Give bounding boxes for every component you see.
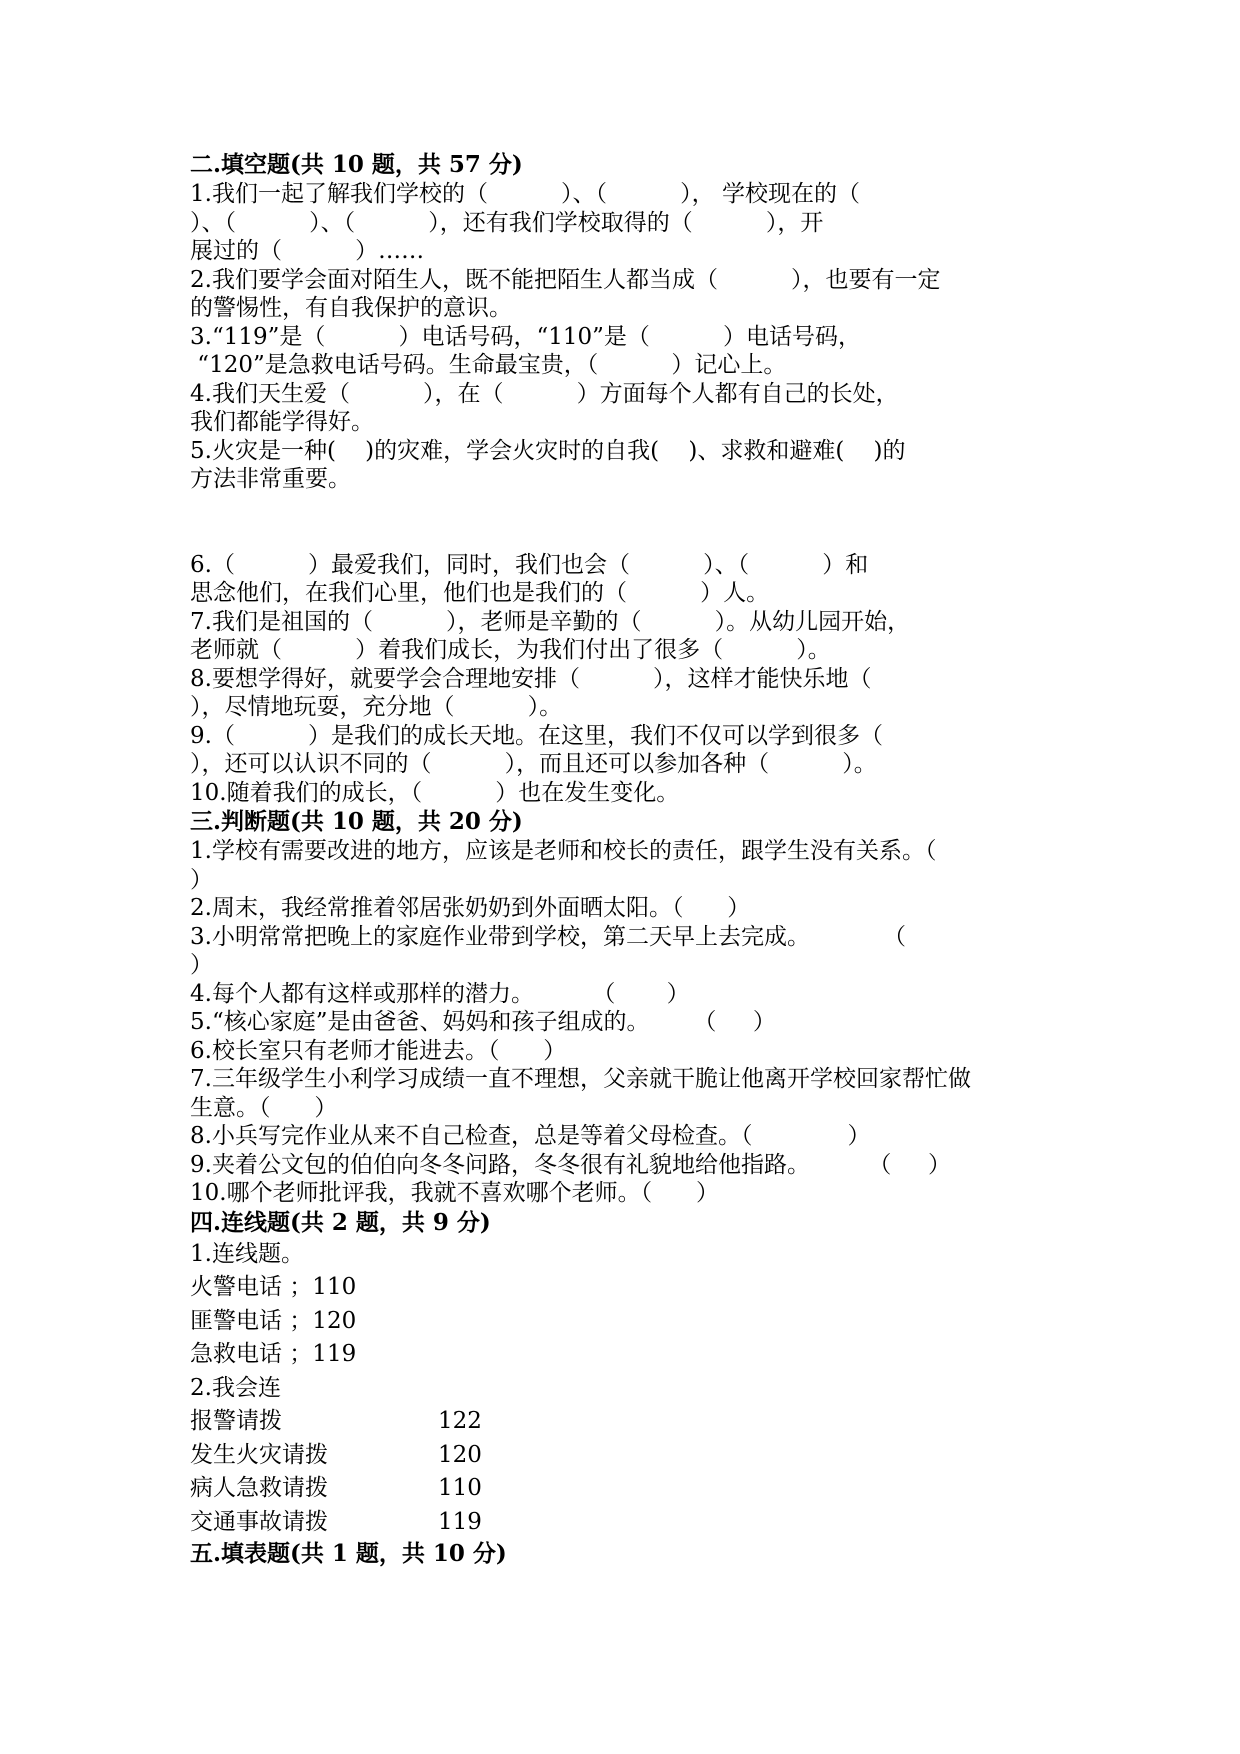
section-2-part-a bbox=[190, 180, 1070, 494]
question-title: 2.我会连 bbox=[190, 1374, 281, 1401]
text-line: 10.随着我们的成长，（ ）也在发生变化。 bbox=[190, 779, 680, 806]
match-right: 120 bbox=[438, 1441, 482, 1468]
text-line: ） bbox=[190, 866, 213, 893]
spacer bbox=[190, 494, 1070, 551]
match-pair bbox=[190, 1472, 1070, 1506]
text-line: 5.火灾是一种( )的灾难，学会火灾时的自我( )、求救和避难( )的 bbox=[190, 437, 906, 464]
match-pair bbox=[190, 1439, 1070, 1473]
match-item: 急救电话 ；119 bbox=[190, 1341, 357, 1367]
text-line: 6.（ ）最爱我们，同时，我们也会（ ）、（ ）和 bbox=[190, 551, 869, 578]
text-line: 1.学校有需要改进的地方，应该是老师和校长的责任，跟学生没有关系。（ bbox=[190, 838, 937, 864]
text-line: 5.“核心家庭”是由爸爸、妈妈和孩子组成的。 （ ） bbox=[190, 1009, 776, 1035]
exam-content bbox=[190, 150, 1070, 1569]
text-line: ），尽情地玩耍，充分地（ ）。 bbox=[190, 694, 563, 720]
text-line: 9.（ ）是我们的成长天地。在这里，我们不仅可以学到很多（ bbox=[190, 722, 884, 749]
text-line: 3.小明常常把晚上的家庭作业带到学校，第二天早上去完成。 （ bbox=[190, 923, 907, 950]
text-line: 7.三年级学生小利学习成绩一直不理想，父亲就干脆让他离开学校回家帮忙做 bbox=[190, 1066, 971, 1092]
text-line: ），还可以认识不同的（ ），而且还可以参加各种（ ）。 bbox=[190, 751, 877, 777]
text-line: 老师就（ ）着我们成长，为我们付出了很多（ ）。 bbox=[190, 637, 831, 663]
section-4-title: 四.连线题(共 2 题，共 9 分) bbox=[190, 1208, 491, 1236]
section-3-body bbox=[190, 837, 1070, 1208]
match-left: 发生火灾请拨 bbox=[190, 1441, 328, 1468]
match-item: 匪警电话 ；120 bbox=[190, 1307, 357, 1334]
text-line: 2.我们要学会面对陌生人，既不能把陌生人都当成（ ），也要有一定 bbox=[190, 266, 941, 293]
match-left: 报警请拨 bbox=[190, 1408, 282, 1434]
text-line: 6.校长室只有老师才能进去。（ ） bbox=[190, 1037, 567, 1064]
match-right: 110 bbox=[438, 1475, 482, 1501]
text-line: ） bbox=[190, 952, 213, 978]
text-line: 展过的（ ）…… bbox=[190, 238, 425, 264]
text-line: “120”是急救电话号码。生命最宝贵，（ ）记心上。 bbox=[190, 352, 787, 378]
section-5-title: 五.填表题(共 1 题，共 10 分) bbox=[190, 1540, 507, 1567]
text-line: 9.夹着公文包的伯伯向冬冬问路，冬冬很有礼貌地给他指路。 （ ） bbox=[190, 1151, 951, 1178]
text-line: 4.每个人都有这样或那样的潜力。 （ ） bbox=[190, 980, 690, 1007]
text-line: 7.我们是祖国的（ ），老师是辛勤的（ ）。从幼儿园开始， bbox=[190, 608, 911, 635]
text-line: 我们都能学得好。 bbox=[190, 409, 374, 435]
text-line: 思念他们，在我们心里，他们也是我们的（ ）人。 bbox=[190, 580, 770, 606]
text-line: 的警惕性，有自我保护的意识。 bbox=[190, 295, 512, 321]
section-3-title: 三.判断题(共 10 题，共 20 分) bbox=[190, 808, 523, 835]
text-line: 方法非常重要。 bbox=[190, 466, 351, 492]
text-line: 3.“119”是（ ）电话号码，“110”是（ ）电话号码， bbox=[190, 323, 861, 350]
section-2-title: 二.填空题(共 10 题，共 57 分) bbox=[190, 151, 523, 178]
match-left: 交通事故请拨 bbox=[190, 1508, 328, 1535]
text-line: 4.我们天生爱（ ），在（ ）方面每个人都有自己的长处， bbox=[190, 380, 899, 407]
match-item: 火警电话 ；110 bbox=[190, 1274, 357, 1300]
section-2-part-b bbox=[190, 551, 1070, 808]
match-right: 119 bbox=[438, 1508, 482, 1535]
text-line: 8.要想学得好，就要学会合理地安排（ ），这样才能快乐地（ bbox=[190, 665, 872, 692]
text-line: 8.小兵写完作业从来不自己检查，总是等着父母检查。（ ） bbox=[190, 1123, 871, 1149]
text-line: 10.哪个老师批评我，我就不喜欢哪个老师。（ ） bbox=[190, 1180, 719, 1206]
section-4-body bbox=[190, 1238, 1070, 1540]
text-line: 生意。（ ） bbox=[190, 1094, 338, 1121]
match-pair bbox=[190, 1405, 1070, 1439]
match-right: 122 bbox=[438, 1408, 482, 1434]
match-pair bbox=[190, 1506, 1070, 1540]
question-title: 1.连线题。 bbox=[190, 1240, 304, 1267]
text-line: ）、（ ）、（ ），还有我们学校取得的（ ），开 bbox=[190, 209, 824, 236]
text-line: 1.我们一起了解我们学校的（ ）、（ ）， 学校现在的（ bbox=[190, 181, 860, 207]
match-left: 病人急救请拨 bbox=[190, 1475, 328, 1501]
text-line: 2.周末，我经常推着邻居张奶奶到外面晒太阳。（ ） bbox=[190, 895, 751, 921]
